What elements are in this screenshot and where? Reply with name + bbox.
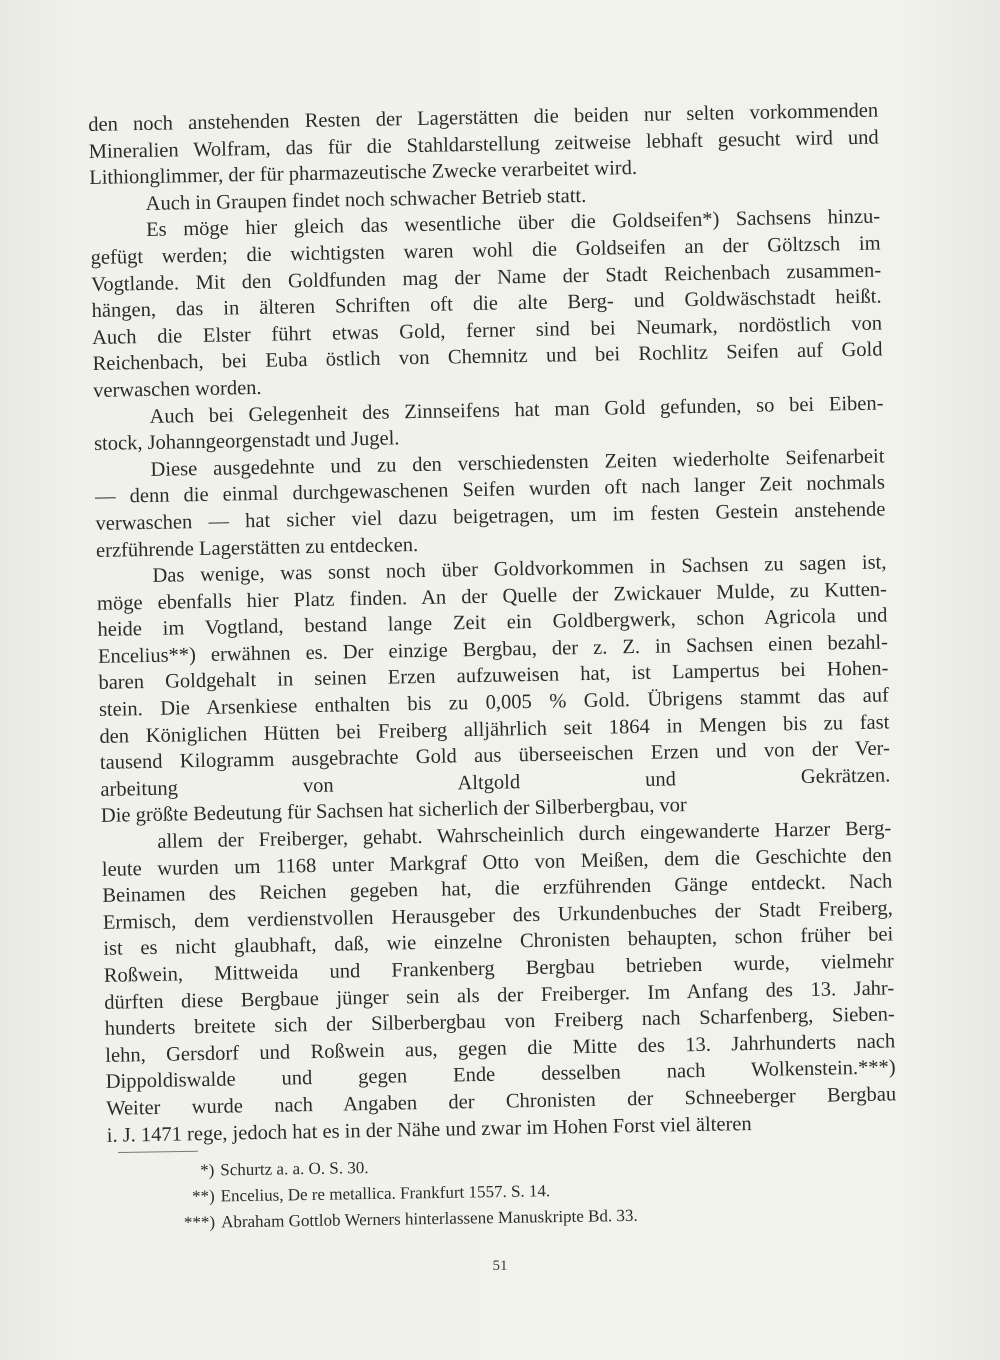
text-line: verwaschen — hat sicher viel dazu beigetragen, um im festen Gestein anstehende [95, 498, 886, 535]
footnote-mark: **) [191, 1186, 215, 1206]
text-line: den Königlichen Hütten bei Freiberg alljährlich seit 1864 in Mengen bis zu fast [99, 711, 890, 748]
text-line: lehn, Gersdorf und Roßwein aus, gegen die Mitte des 13. Jahrhunderts nach [105, 1030, 896, 1067]
footnote-text: Abraham Gottlob Werners hinterlassene Manuskripte Bd. 33. [220, 1205, 638, 1232]
footnote-text: Encelius, De re metallica. Frankfurt 1557. S. 14. [220, 1181, 551, 1206]
text-line: gefügt werden; die wichtigsten waren wohl die Goldseifen an der Göltzsch im [90, 232, 881, 269]
text-line: stock, Johanngeorgenstadt und Jugel. [93, 427, 400, 456]
text-line: den noch anstehenden Resten der Lagerstätten die beiden nur selten vorkommenden [88, 99, 879, 136]
text-line: Diese ausgedehnte und zu den verschiedensten Zeiten wiederholte Seifenarbeit [150, 445, 885, 481]
text-line: arbeitung von Altgold und Gekrätzen. [100, 764, 891, 801]
page-number: 51 [492, 1258, 508, 1274]
text-line: Das wenige, was sonst noch über Goldvorkommen in Sachsen zu sagen ist, [152, 551, 887, 587]
text-line: stein. Die Arsenkiese enthalten bis zu 0,005 % Gold. Übrigens stammt das auf [98, 684, 890, 721]
text-line: möge ebenfalls hier Platz finden. An der Quelle der Zwickauer Mulde, zu Kutten- [96, 578, 888, 615]
text-line: tausend Kilogramm ausgebrachte Gold aus überseeischen Erzen und von der Ver- [99, 737, 891, 775]
footnote-divider [118, 1151, 198, 1153]
text-line: Ermisch, dem verdienstvollen Herausgeber des Urkundenbuches der Stadt Freiberg, [102, 897, 893, 934]
text-line: hängen, das in älteren Schriften oft die alte Berg- und Goldwäschstadt heißt. [91, 285, 882, 323]
footnote-mark: ***) [183, 1212, 216, 1232]
text-line: baren Goldgehalt in seinen Erzen aufzuweisen hat, ist Lampertus bei Hohen- [98, 657, 889, 695]
text-line: Beinamen des Reichen gegeben hat, die erzführenden Gänge entdeckt. Nach [102, 870, 893, 908]
text-line: Auch die Elster führt etwas Gold, ferner sind bei Neumark, nordöstlich von [91, 312, 883, 349]
text-line: Dippoldiswalde und gegen Ende desselben nach Wolkenstein.***) [105, 1056, 896, 1094]
text-line: allem der Freiberger, gehabt. Wahrscheinlich durch eingewanderte Harzer Berg- [157, 817, 892, 853]
text-line: verwaschen worden. [92, 376, 262, 402]
text-line: Reichenbach, bei Euba östlich von Chemnitz und bei Rochlitz Seifen auf Gold [92, 338, 883, 376]
text-line: Es möge hier gleich das wesentliche über die Goldseifen*) Sachsens hinzu- [145, 205, 881, 242]
footnotes [118, 1142, 759, 1237]
text-line: erzführende Lagerstätten zu entdecken. [95, 533, 419, 562]
text-line: Vogtlande. Mit den Goldfunden mag der Name der Stadt Reichenbach zusammen- [90, 259, 882, 296]
text-line: Encelius**) erwähnen es. Der einzige Bergbau, der z. Z. in Sachsen einen bezahl- [97, 631, 889, 668]
footnote-text: Schurtz a. a. O. S. 30. [220, 1158, 369, 1180]
text-line: Die größte Bedeutung für Sachsen hat sicherlich der Silberbergbau, vor [100, 794, 687, 828]
text-line: ist es nicht glaubhaft, daß, wie einzelne Chronisten behaupten, schon früher bei [103, 923, 894, 961]
text-line: — denn die einmal durchgewaschenen Seifen wurden oft nach langer Zeit nochmals [94, 471, 886, 509]
text-line: hunderts breitete sich der Silberbergbau von Freiberg nach Scharfenberg, Sieben- [104, 1003, 895, 1041]
text-line: Auch bei Gelegenheit des Zinnseifens hat man Gold gefunden, so bei Eiben- [149, 392, 884, 428]
text-line: Lithionglimmer, der für pharmazeutische Zwecke verarbeitet wird. [89, 157, 638, 190]
text-line: Roßwein, Mittweida und Frankenberg Bergbau betrieben wurde, vielmehr [103, 950, 894, 987]
footnote-mark: *) [199, 1160, 215, 1180]
body-text [88, 98, 897, 1149]
text-line: leute wurden um 1168 unter Markgraf Otto von Meißen, dem die Geschichte den [101, 844, 892, 881]
text-line: heide im Vogtland, bestand lange Zeit ein Goldbergwerk, schon Agricola und [97, 604, 888, 642]
text-line: Weiter wurde nach Angaben der Chronisten der Schneeberger Bergbau [106, 1083, 897, 1120]
text-line: Auch in Graupen findet noch schwacher Betrieb statt. [145, 184, 587, 215]
text-line: Mineralien Wolfram, das für die Stahldarstellung zeitweise lebhaft gesucht wird und [88, 126, 879, 163]
text-line: i. J. 1471 rege, jedoch hat es in der Nähe und zwar im Hohen Forst viel älteren [106, 1112, 752, 1147]
text-line: dürften diese Bergbaue jünger sein als der Freiberger. Im Anfang des 13. Jahr- [104, 976, 895, 1014]
